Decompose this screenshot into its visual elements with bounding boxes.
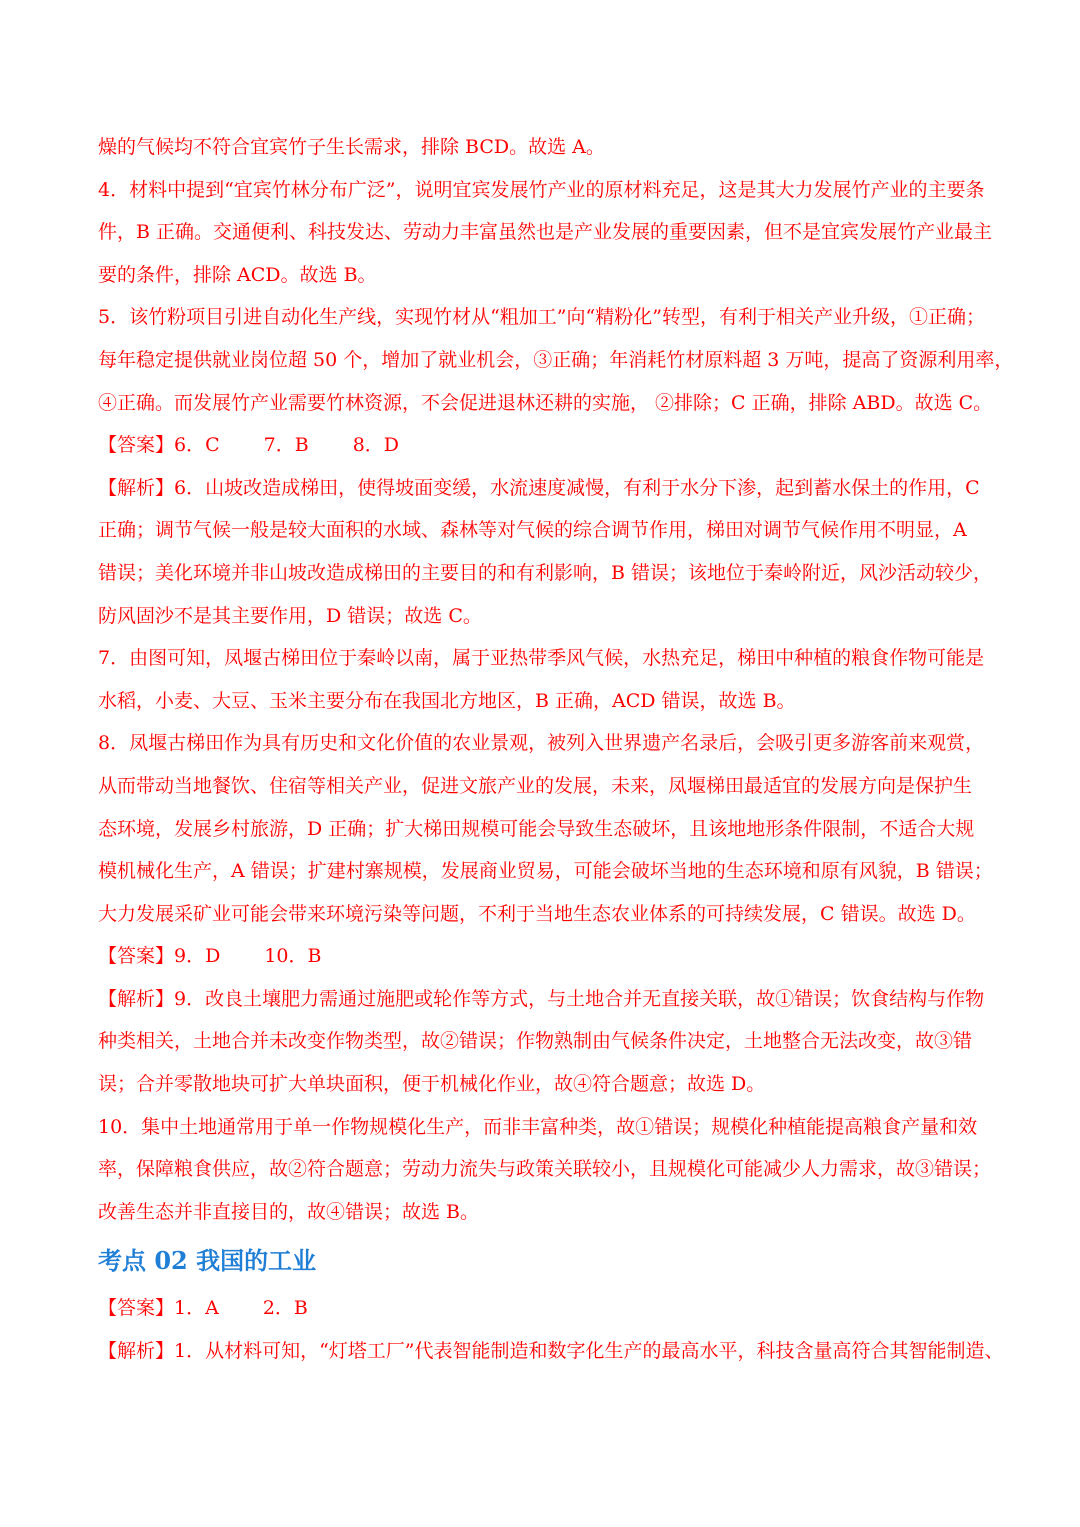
text-line: 燥的气候均不符合宜宾竹子生长需求，排除 BCD。故选 A。 [98,136,605,158]
text-line: 【解析】6．山坡改造成梯田，使得坡面变缓，水流速度减慢，有利于水分下渗，起到蓄水保土的作用，C [98,476,980,499]
answer-label: 【答案】1．A [98,1297,219,1320]
answer-item: 2．B [262,1297,308,1320]
text-line: 8．凤堰古梯田作为具有历史和文化价值的农业景观，被列入世界遗产名录后，会吸引更多游客前来观赏， [98,732,985,755]
answer-label: 【答案】9．D [98,945,221,968]
text-line: 10．集中土地通常用于单一作物规模化生产，而非丰富种类，故①错误；规模化种植能提高粮食产量和效 [98,1115,978,1138]
text-line: 件，B 正确。交通便利、科技发达、劳动力丰富虽然也是产业发展的重要因素，但不是宜宾发展竹产业最主 [98,221,993,244]
text-line: 正确；调节气候一般是较大面积的水域、森林等对气候的综合调节作用，梯田对调节气候作用不明显，A [98,519,967,542]
text-line: 模机械化生产，A 错误；扩建村寨规模，发展商业贸易，可能会破坏当地的生态环境和原有风貌，B 错误； [98,860,993,883]
text-line: 【解析】9．改良土壤肥力需通过施肥或轮作等方式，与土地合并无直接关联，故①错误；饮食结构与作物 [98,987,985,1010]
text-line: 要的条件，排除 ACD。故选 B。 [98,263,377,286]
text-line: 从而带动当地餐饮、住宿等相关产业，促进文旅产业的发展，未来，凤堰梯田最适宜的发展方向是保护生 [98,774,973,797]
text-line: 大力发展采矿业可能会带来环境污染等问题，不利于当地生态农业体系的可持续发展，C 错误。故选 D。 [98,902,976,925]
answer-content [98,126,1014,1373]
text-line: ④正确。而发展竹产业需要竹林资源，不会促进退林还耕的实施， ②排除；C 正确，排除 ABD。故选 C。 [98,391,993,414]
text-line: 5．该竹粉项目引进自动化生产线，实现竹材从“粗加工”向“精粉化”转型，有利于相关产业升级，①正确； [98,306,985,329]
answer-line-9-10 [98,935,984,978]
answer-item: 7．B [263,434,309,457]
text-line: 防风固沙不是其主要作用，D 错误；故选 C。 [98,604,482,627]
text-line: 4．材料中提到“宜宾竹林分布广泛”，说明宜宾发展竹产业的原材料充足，这是其大力发展竹产业的主要条 [98,178,985,201]
text-line: 每年稳定提供就业岗位超 50 个，增加了就业机会，③正确；年消耗竹材原料超 3 万吨，提高了资源利用率， [98,348,1014,371]
text-line: 率，保障粮食供应，故②符合题意；劳动力流失与政策关联较小，且规模化可能减少人力需求，故③错误； [98,1158,992,1181]
text-line: 水稻，小麦、大豆、玉米主要分布在我国北方地区，B 正确，ACD 错误，故选 B。 [98,689,796,712]
text-line: 7．由图可知，凤堰古梯田位于秦岭以南，属于亚热带季风气候，水热充足，梯田中种植的粮食作物可能是 [98,647,985,670]
text-line: 错误；美化环境并非山坡改造成梯田的主要目的和有利影响，B 错误；该地位于秦岭附近，风沙活动较少， [98,561,993,584]
text-line: 态环境，发展乡村旅游，D 正确；扩大梯田规模可能会导致生态破坏，且该地地形条件限制，不适合大规 [98,817,975,840]
answer-line-6-8 [98,424,984,467]
answer-label: 【答案】6．C [98,434,220,457]
section-heading: 考点 02 我国的工业 [98,1246,317,1276]
text-line: 改善生态并非直接目的，故④错误；故选 B。 [98,1200,480,1223]
text-line: 误；合并零散地块可扩大单块面积，便于机械化作业，故④符合题意；故选 D。 [98,1073,766,1096]
answer-item: 10．B [264,945,322,968]
answer-line-1-2 [98,1287,984,1330]
text-line: 种类相关，土地合并未改变作物类型，故②错误；作物熟制由气候条件决定，土地整合无法改变，故③错 [98,1030,973,1053]
answer-item: 8．D [352,434,400,457]
text-line: 【解析】1．从材料可知，“灯塔工厂”代表智能制造和数字化生产的最高水平，科技含量高符合其智能制造、 [98,1340,1004,1363]
